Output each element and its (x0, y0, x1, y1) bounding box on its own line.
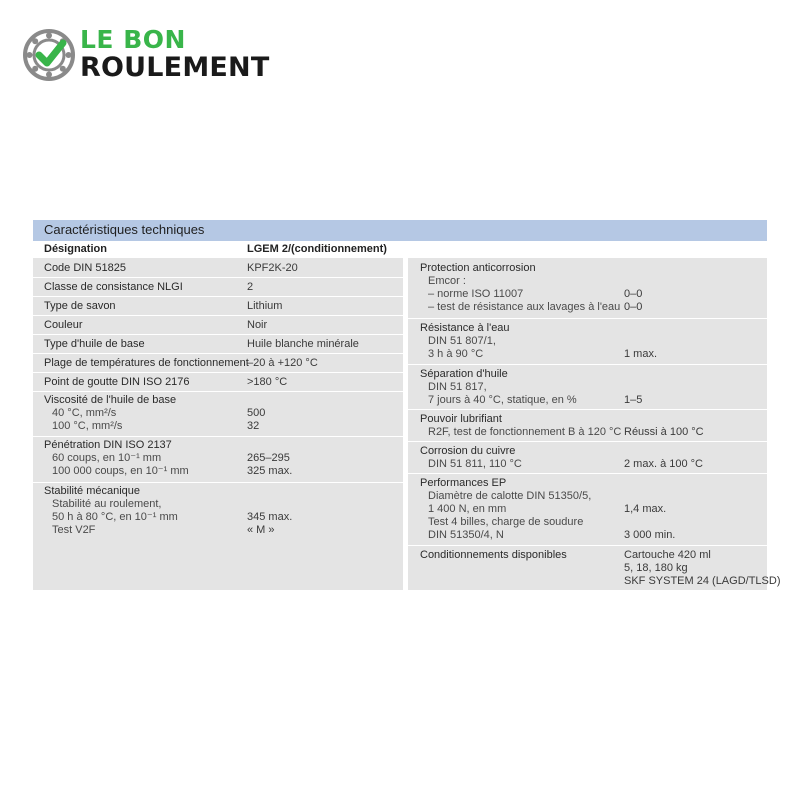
row-label: Viscosité de l'huile de base (44, 394, 177, 406)
row-sub-label: 50 h à 80 °C, en 10⁻¹ mm (52, 511, 178, 523)
table-row (408, 258, 767, 319)
table-row (408, 545, 781, 590)
row-label: Type de savon (44, 300, 116, 312)
row-sub-label: R2F, test de fonctionnement B à 120 °C (428, 426, 622, 438)
table-row (33, 482, 403, 590)
row-sub-label: 3 h à 90 °C (428, 348, 484, 360)
row-value: 265–295 (247, 452, 290, 464)
row-sub-label: DIN 51 811, 110 °C (428, 458, 522, 470)
row-sub-label: 1 400 N, en mm (428, 503, 507, 515)
row-label: Couleur (44, 319, 83, 331)
row-value: 1,4 max. (624, 503, 667, 515)
row-label: Type d'huile de base (44, 338, 145, 350)
row-value: KPF2K-20 (247, 262, 298, 274)
row-value: « M » (247, 524, 275, 536)
row-sub-label: Test V2F (52, 524, 96, 536)
row-value: Cartouche 420 ml (624, 549, 711, 561)
row-value: 345 max. (247, 511, 293, 523)
table-row (33, 258, 403, 278)
table-row (408, 318, 767, 365)
table-row (33, 372, 403, 392)
table-row (33, 353, 403, 373)
row-value: 325 max. (247, 465, 293, 477)
left-specs-panel (33, 258, 403, 590)
row-sub-label: 100 °C, mm²/s (52, 420, 123, 432)
row-label: Corrosion du cuivre (420, 445, 516, 457)
table-row (408, 441, 767, 474)
bearing-check-icon (22, 28, 76, 82)
row-sub-label: Diamètre de calotte DIN 51350/5, (428, 490, 592, 502)
table-header-bar (33, 220, 767, 241)
table-row (33, 334, 403, 354)
row-label: Stabilité mécanique (44, 485, 141, 497)
row-value: 5, 18, 180 kg (624, 562, 688, 574)
row-sub-label: – test de résistance aux lavages à l'eau (428, 301, 621, 313)
table-row (33, 296, 403, 316)
row-label: Point de goutte DIN ISO 2176 (44, 376, 190, 388)
logo-line-1: LE BON (80, 25, 186, 54)
row-sub-label: 40 °C, mm²/s (52, 407, 117, 419)
column-headers (33, 241, 403, 258)
row-sub-label: – norme ISO 11007 (428, 288, 524, 300)
table-row (408, 409, 767, 442)
table-title: Caractéristiques techniques (44, 222, 205, 237)
table-row (33, 391, 403, 437)
row-label: Performances EP (420, 477, 507, 489)
table-row (33, 436, 403, 483)
row-value: Lithium (247, 300, 283, 312)
row-label: Plage de températures de fonctionnement (44, 357, 249, 369)
logo-line-2: ROULEMENT (80, 52, 270, 83)
row-value: Huile blanche minérale (247, 338, 359, 350)
row-value: 1 max. (624, 348, 658, 360)
row-value: 3 000 min. (624, 529, 676, 541)
row-value: 32 (247, 420, 260, 432)
row-label: Résistance à l'eau (420, 322, 510, 334)
row-value: 2 (247, 281, 254, 293)
row-sub-label: 100 000 coups, en 10⁻¹ mm (52, 465, 189, 477)
table-row (408, 473, 767, 546)
row-label: Pénétration DIN ISO 2137 (44, 439, 172, 451)
table-row (408, 364, 767, 410)
row-value: SKF SYSTEM 24 (LAGD/TLSD) (624, 575, 781, 587)
row-sub-label: DIN 51350/4, N (428, 529, 504, 541)
row-value: 2 max. à 100 °C (624, 458, 703, 470)
row-value: 0–0 (624, 301, 643, 313)
row-value: 500 (247, 407, 266, 419)
row-sub-label: Test 4 billes, charge de soudure (428, 516, 584, 528)
row-value: Réussi à 100 °C (624, 426, 704, 438)
column-header-designation: Désignation (44, 243, 107, 255)
row-label: Protection anticorrosion (420, 262, 536, 274)
row-value: Noir (247, 319, 268, 331)
row-label: Conditionnements disponibles (420, 549, 567, 561)
row-sub-label: 7 jours à 40 °C, statique, en % (428, 394, 577, 406)
row-label: Pouvoir lubrifiant (420, 413, 502, 425)
row-sub-label: Stabilité au roulement, (52, 498, 162, 510)
row-sub-label: DIN 51 807/1, (428, 335, 496, 347)
row-sub-label: DIN 51 817, (428, 381, 487, 393)
row-value: –20 à +120 °C (247, 357, 318, 369)
row-label: Classe de consistance NLGI (44, 281, 183, 293)
row-label: Séparation d'huile (420, 368, 508, 380)
row-label: Code DIN 51825 (44, 262, 126, 274)
row-sub-label: Emcor : (428, 275, 466, 287)
brand-logo (22, 26, 302, 84)
row-value: 0–0 (624, 288, 643, 300)
column-header-product: LGEM 2/(conditionnement) (247, 243, 387, 255)
table-row (33, 277, 403, 297)
table-row (33, 315, 403, 335)
row-sub-label: 60 coups, en 10⁻¹ mm (52, 452, 162, 464)
row-value: >180 °C (247, 376, 288, 388)
right-specs-panel (408, 258, 781, 590)
row-value: 1–5 (624, 394, 643, 406)
